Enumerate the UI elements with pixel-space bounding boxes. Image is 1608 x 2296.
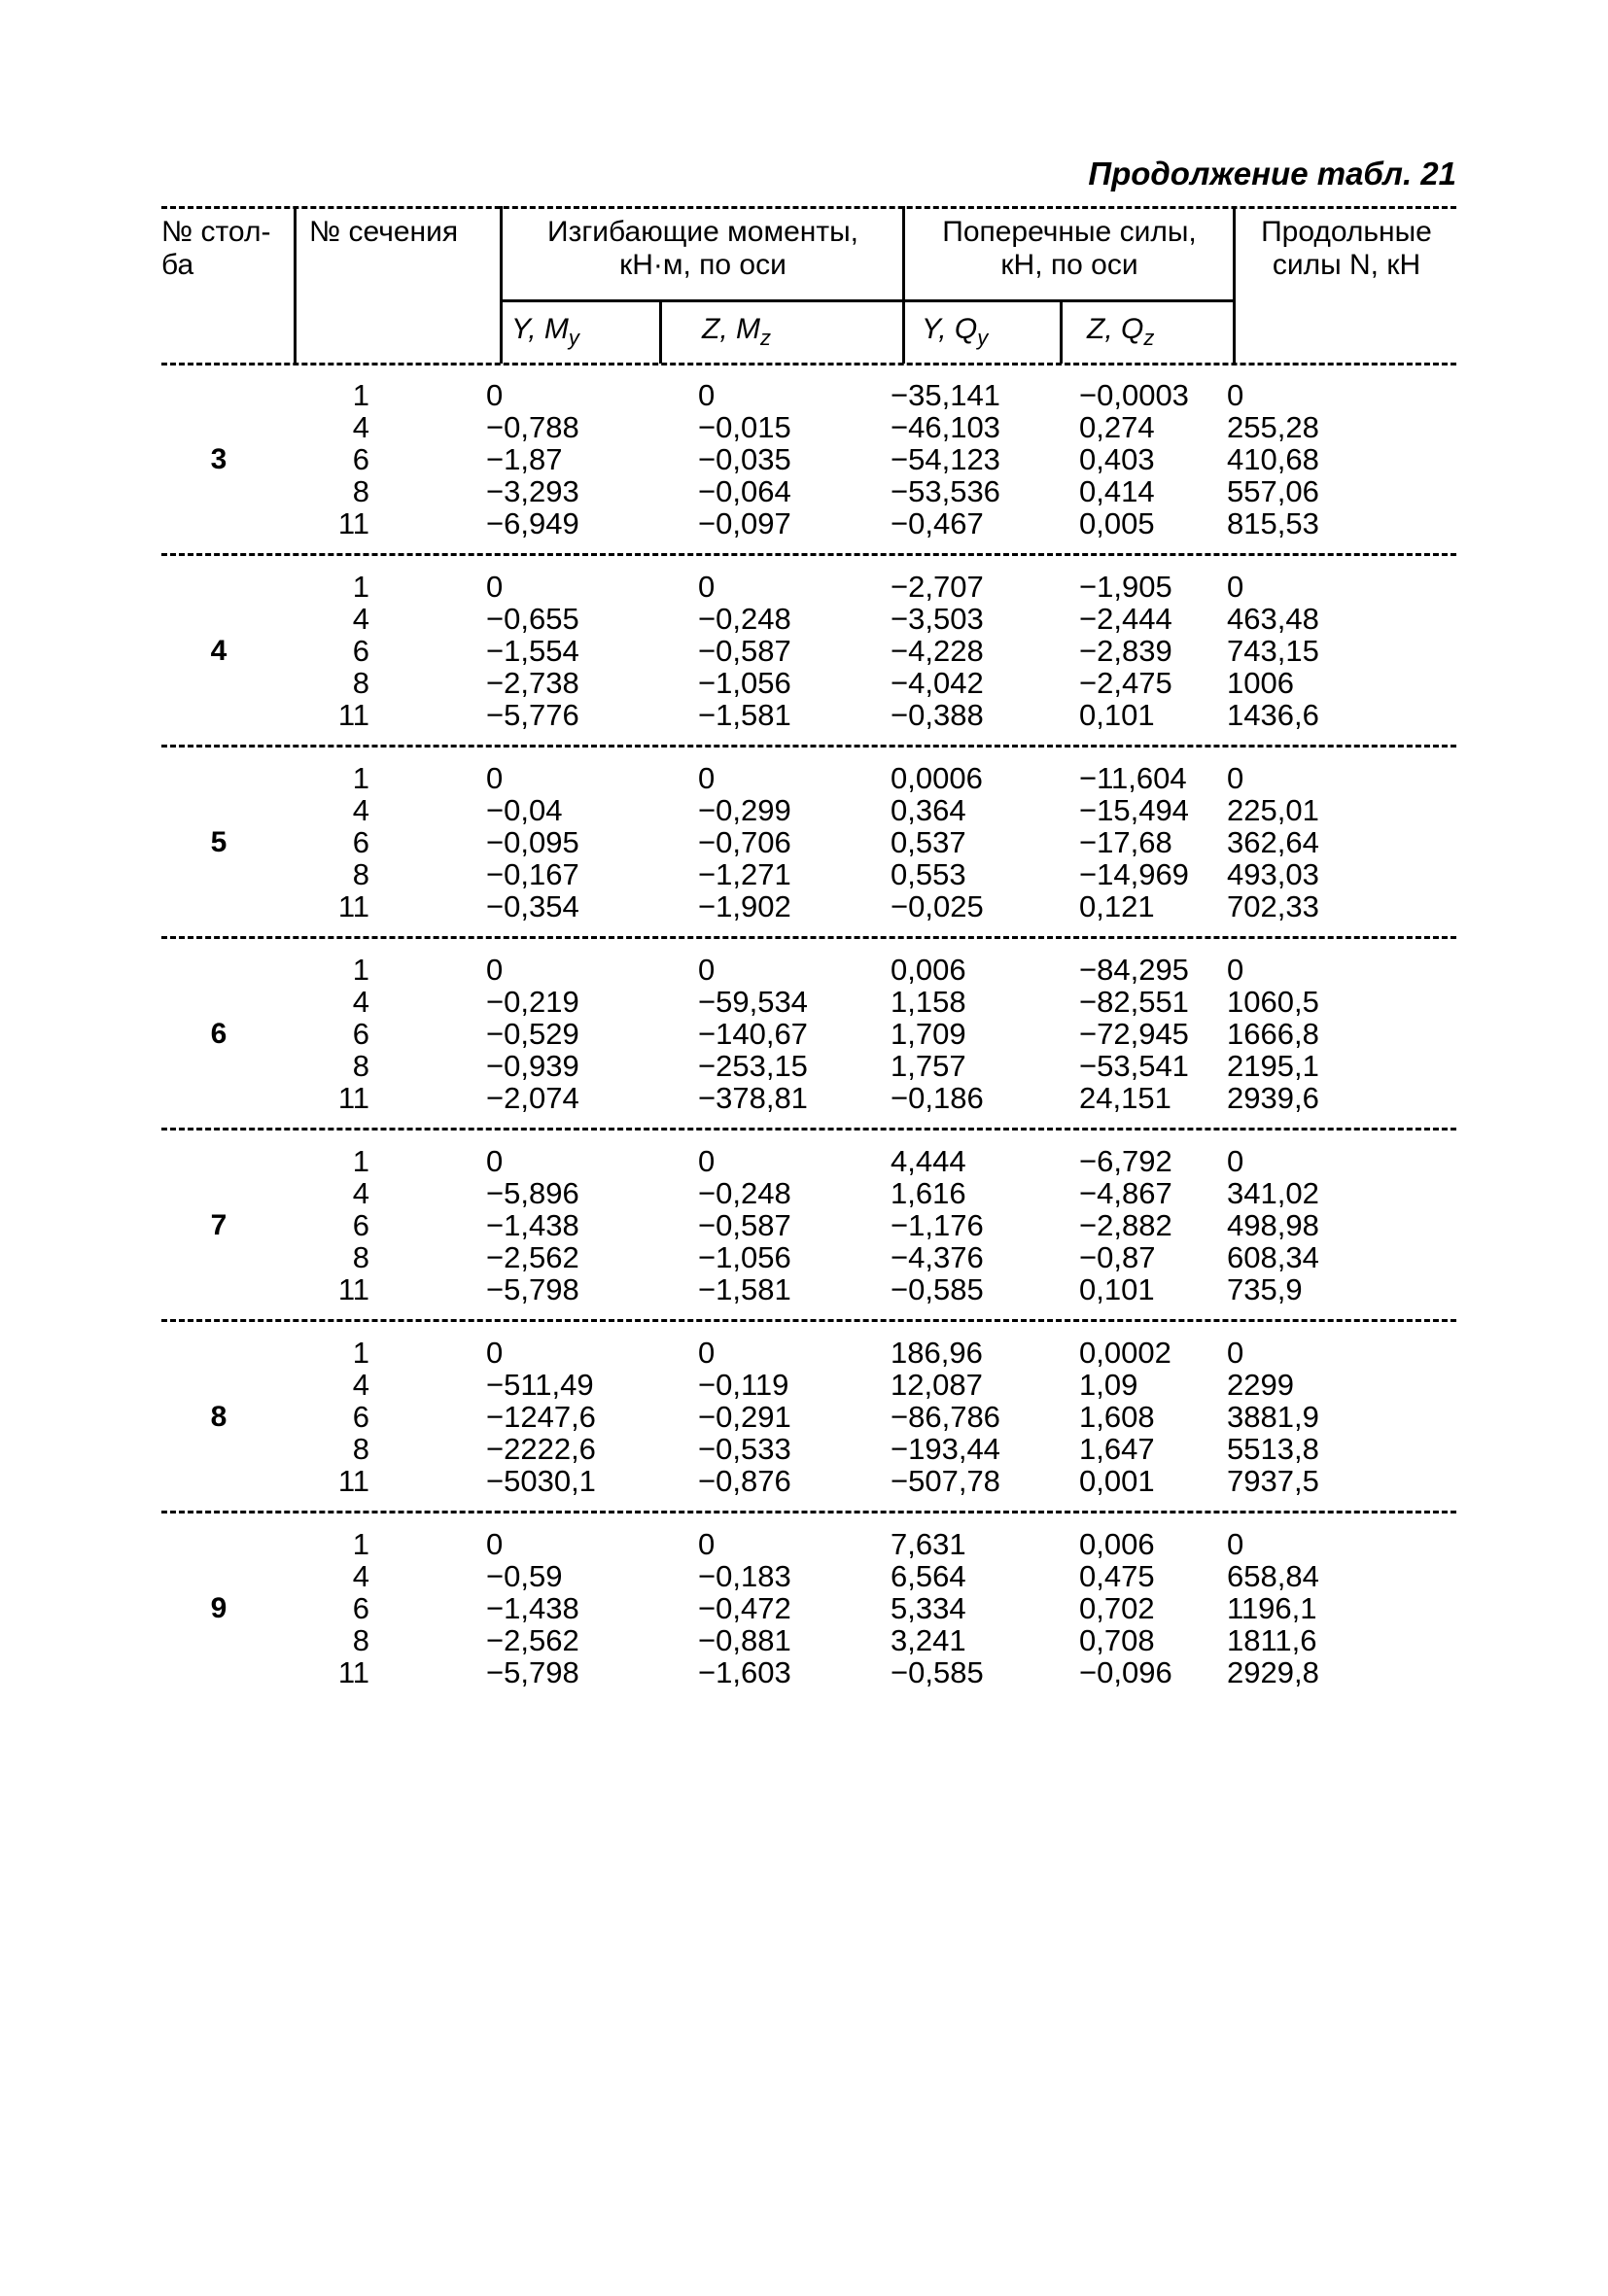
shear-z-cell: 24,151 — [1079, 1081, 1171, 1115]
pillar-number: 4 — [210, 635, 227, 667]
shear-z-cell: −2,882 — [1079, 1208, 1172, 1242]
header-divider — [500, 206, 503, 364]
moment-y-cell: 0 — [486, 1527, 504, 1561]
table-row — [0, 603, 1608, 635]
header-shear-forces: Поперечные силы, кН, по оси — [942, 216, 1197, 281]
table-row — [0, 762, 1608, 794]
section-number-cell: 1 — [352, 378, 369, 412]
axial-force-cell: 1060,5 — [1227, 985, 1319, 1019]
axial-force-cell: 1006 — [1227, 666, 1294, 700]
table-row — [0, 379, 1608, 411]
table-row — [0, 890, 1608, 922]
moment-z-cell: −0,097 — [698, 506, 791, 540]
section-number-cell: 6 — [352, 1017, 369, 1051]
shear-z-cell: 0,475 — [1079, 1559, 1155, 1593]
axial-force-cell: 0 — [1227, 1144, 1244, 1178]
shear-y-cell: 6,564 — [891, 1559, 966, 1593]
group-separator — [161, 1128, 1456, 1131]
axial-force-cell: 0 — [1227, 570, 1244, 604]
shear-y-cell: −86,786 — [891, 1400, 1000, 1434]
shear-y-cell: −4,376 — [891, 1240, 984, 1274]
table-row — [0, 667, 1608, 699]
moment-z-cell: 0 — [698, 378, 716, 412]
section-number-cell: 6 — [352, 825, 369, 859]
moment-z-cell: −0,299 — [698, 793, 791, 827]
shear-y-cell: −54,123 — [891, 442, 1000, 476]
shear-y-cell: −46,103 — [891, 410, 1000, 444]
axial-force-cell: 743,15 — [1227, 634, 1319, 668]
table-row — [0, 1592, 1608, 1624]
table-row — [0, 794, 1608, 826]
section-number-cell: 1 — [352, 1527, 369, 1561]
table-row — [0, 1465, 1608, 1497]
moment-z-cell: −0,533 — [698, 1432, 791, 1466]
axial-force-cell: 557,06 — [1227, 474, 1319, 508]
shear-z-cell: −0,0003 — [1079, 378, 1189, 412]
moment-z-cell: −0,064 — [698, 474, 791, 508]
shear-z-cell: 0,414 — [1079, 474, 1155, 508]
moment-y-cell: −0,095 — [486, 825, 579, 859]
shear-y-cell: 0,364 — [891, 793, 966, 827]
section-number-cell: 4 — [352, 410, 369, 444]
moment-y-cell: −0,939 — [486, 1049, 579, 1083]
shear-z-cell: −2,839 — [1079, 634, 1172, 668]
header-divider — [294, 206, 297, 364]
moment-z-cell: 0 — [698, 1336, 716, 1370]
table-row — [0, 1241, 1608, 1273]
table-row — [0, 475, 1608, 507]
section-number-cell: 8 — [352, 666, 369, 700]
table-row — [0, 826, 1608, 858]
moment-y-cell: 0 — [486, 1144, 504, 1178]
group-separator — [161, 553, 1456, 556]
shear-y-cell: 12,087 — [891, 1368, 983, 1402]
header-top-rule — [161, 206, 1456, 209]
moment-z-cell: −253,15 — [698, 1049, 808, 1083]
moment-z-cell: −0,881 — [698, 1623, 791, 1657]
section-number-cell: 4 — [352, 1368, 369, 1402]
shear-y-cell: 1,616 — [891, 1176, 966, 1210]
section-number-cell: 6 — [352, 1400, 369, 1434]
shear-z-cell: −53,541 — [1079, 1049, 1189, 1083]
pillar-number: 9 — [210, 1592, 227, 1624]
header-divider — [659, 299, 662, 364]
shear-y-cell: −507,78 — [891, 1464, 1000, 1498]
subheader-rule — [500, 299, 902, 302]
axial-force-cell: 702,33 — [1227, 889, 1319, 923]
header-bottom-rule — [161, 363, 1456, 365]
section-number-cell: 11 — [337, 1081, 369, 1115]
axial-force-cell: 815,53 — [1227, 506, 1319, 540]
shear-z-cell: −14,969 — [1079, 857, 1189, 891]
shear-y-cell: 0,006 — [891, 953, 966, 987]
section-number-cell: 11 — [337, 506, 369, 540]
section-number-cell: 1 — [352, 570, 369, 604]
moment-z-cell: −0,587 — [698, 634, 791, 668]
axial-force-cell: 0 — [1227, 761, 1244, 795]
moment-y-cell: −2,738 — [486, 666, 579, 700]
moment-y-cell: −1,554 — [486, 634, 579, 668]
shear-y-cell: −35,141 — [891, 378, 1000, 412]
pillar-number: 8 — [210, 1401, 227, 1433]
shear-y-cell: 0,0006 — [891, 761, 983, 795]
moment-y-cell: −0,167 — [486, 857, 579, 891]
shear-z-cell: −72,945 — [1079, 1017, 1189, 1051]
axial-force-cell: 2299 — [1227, 1368, 1294, 1402]
section-number-cell: 4 — [352, 1176, 369, 1210]
moment-y-cell: −0,59 — [486, 1559, 563, 1593]
section-number-cell: 6 — [352, 442, 369, 476]
shear-z-cell: 1,647 — [1079, 1432, 1155, 1466]
section-number-cell: 8 — [352, 474, 369, 508]
shear-z-cell: 0,0002 — [1079, 1336, 1171, 1370]
table-row — [0, 1656, 1608, 1688]
moment-z-cell: −0,291 — [698, 1400, 791, 1434]
moment-z-cell: 0 — [698, 570, 716, 604]
moment-y-cell: 0 — [486, 378, 504, 412]
table-row — [0, 1050, 1608, 1082]
axial-force-cell: 658,84 — [1227, 1559, 1319, 1593]
shear-z-cell: −84,295 — [1079, 953, 1189, 987]
moment-y-cell: 0 — [486, 570, 504, 604]
axial-force-cell: 225,01 — [1227, 793, 1319, 827]
moment-y-cell: −0,04 — [486, 793, 563, 827]
moment-z-cell: −0,587 — [698, 1208, 791, 1242]
table-row — [0, 1209, 1608, 1241]
section-number-cell: 11 — [337, 1272, 369, 1306]
shear-z-cell: −15,494 — [1079, 793, 1189, 827]
shear-y-cell: −4,228 — [891, 634, 984, 668]
shear-y-cell: 1,709 — [891, 1017, 966, 1051]
shear-y-cell: 3,241 — [891, 1623, 966, 1657]
table-row — [0, 1337, 1608, 1369]
moment-y-cell: 0 — [486, 761, 504, 795]
header-axial-forces: Продольные силы N, кН — [1261, 216, 1432, 281]
moment-y-cell: −2,074 — [486, 1081, 579, 1115]
header-mz: Z, $M_z$ — [702, 313, 771, 350]
shear-z-cell: 0,101 — [1079, 1272, 1155, 1306]
moment-y-cell: −0,354 — [486, 889, 579, 923]
moment-y-cell: −0,655 — [486, 602, 579, 636]
axial-force-cell: 1811,6 — [1227, 1623, 1317, 1657]
header-qz: Z, $Q_z$ — [1087, 313, 1155, 350]
moment-y-cell: −5030,1 — [486, 1464, 596, 1498]
section-number-cell: 8 — [352, 1623, 369, 1657]
shear-z-cell: −6,792 — [1079, 1144, 1172, 1178]
axial-force-cell: 362,64 — [1227, 825, 1319, 859]
section-number-cell: 8 — [352, 1432, 369, 1466]
shear-z-cell: −0,096 — [1079, 1655, 1172, 1689]
header-section-number: № сечения — [309, 216, 459, 248]
shear-y-cell: 7,631 — [891, 1527, 966, 1561]
moment-z-cell: −0,248 — [698, 602, 791, 636]
pillar-number: 7 — [210, 1209, 227, 1241]
axial-force-cell: 3881,9 — [1227, 1400, 1319, 1434]
axial-force-cell: 1196,1 — [1227, 1591, 1317, 1625]
shear-y-cell: −0,025 — [891, 889, 984, 923]
section-number-cell: 11 — [337, 698, 369, 732]
moment-y-cell: −5,798 — [486, 1655, 579, 1689]
moment-z-cell: −378,81 — [698, 1081, 808, 1115]
shear-y-cell: −193,44 — [891, 1432, 1000, 1466]
group-separator — [161, 1319, 1456, 1322]
moment-y-cell: −6,949 — [486, 506, 579, 540]
group-separator — [161, 745, 1456, 748]
shear-z-cell: 0,006 — [1079, 1527, 1155, 1561]
moment-y-cell: −511,49 — [486, 1368, 594, 1402]
moment-y-cell: −1,87 — [486, 442, 563, 476]
shear-y-cell: 0,537 — [891, 825, 966, 859]
axial-force-cell: 341,02 — [1227, 1176, 1319, 1210]
shear-y-cell: 5,334 — [891, 1591, 966, 1625]
section-number-cell: 11 — [337, 1655, 369, 1689]
moment-y-cell: −5,776 — [486, 698, 579, 732]
table-row — [0, 411, 1608, 443]
moment-z-cell: −1,581 — [698, 1272, 791, 1306]
moment-y-cell: −2,562 — [486, 1623, 579, 1657]
shear-z-cell: 0,101 — [1079, 698, 1155, 732]
shear-y-cell: 0,553 — [891, 857, 966, 891]
moment-z-cell: −0,706 — [698, 825, 791, 859]
shear-y-cell: 4,444 — [891, 1144, 966, 1178]
shear-z-cell: 1,09 — [1079, 1368, 1138, 1402]
moment-y-cell: −1,438 — [486, 1208, 579, 1242]
header-bending-moments: Изгибающие моменты, кН·м, по оси — [547, 216, 858, 281]
shear-y-cell: −53,536 — [891, 474, 1000, 508]
section-number-cell: 11 — [337, 889, 369, 923]
group-separator — [161, 1511, 1456, 1513]
axial-force-cell: 2939,6 — [1227, 1081, 1319, 1115]
shear-y-cell: −0,467 — [891, 506, 984, 540]
axial-force-cell: 1436,6 — [1227, 698, 1319, 732]
shear-z-cell: −4,867 — [1079, 1176, 1172, 1210]
shear-y-cell: −3,503 — [891, 602, 984, 636]
section-number-cell: 11 — [337, 1464, 369, 1498]
shear-y-cell: −0,388 — [891, 698, 984, 732]
moment-z-cell: −140,67 — [698, 1017, 808, 1051]
header-pillar-number: № стол- ба — [161, 216, 271, 281]
table-row — [0, 1624, 1608, 1656]
header-divider — [902, 206, 905, 364]
section-number-cell: 4 — [352, 793, 369, 827]
section-number-cell: 1 — [352, 953, 369, 987]
moment-z-cell: −1,902 — [698, 889, 791, 923]
moment-y-cell: −3,293 — [486, 474, 579, 508]
table-row — [0, 1528, 1608, 1560]
section-number-cell: 4 — [352, 602, 369, 636]
shear-y-cell: 1,757 — [891, 1049, 966, 1083]
section-number-cell: 4 — [352, 985, 369, 1019]
shear-z-cell: 0,702 — [1079, 1591, 1155, 1625]
table-row — [0, 507, 1608, 539]
section-number-cell: 6 — [352, 634, 369, 668]
table-row — [0, 699, 1608, 731]
section-number-cell: 8 — [352, 1240, 369, 1274]
shear-y-cell: −1,176 — [891, 1208, 984, 1242]
shear-y-cell: −2,707 — [891, 570, 984, 604]
section-number-cell: 4 — [352, 1559, 369, 1593]
shear-y-cell: −0,585 — [891, 1272, 984, 1306]
axial-force-cell: 410,68 — [1227, 442, 1319, 476]
table-row — [0, 635, 1608, 667]
axial-force-cell: 255,28 — [1227, 410, 1319, 444]
table-row — [0, 1433, 1608, 1465]
axial-force-cell: 0 — [1227, 953, 1244, 987]
section-number-cell: 1 — [352, 1144, 369, 1178]
section-number-cell: 1 — [352, 1336, 369, 1370]
table-row — [0, 1273, 1608, 1305]
moment-z-cell: −0,876 — [698, 1464, 791, 1498]
table-row — [0, 1018, 1608, 1050]
axial-force-cell: 0 — [1227, 1336, 1244, 1370]
table-row — [0, 1560, 1608, 1592]
axial-force-cell: 0 — [1227, 1527, 1244, 1561]
shear-z-cell: 0,005 — [1079, 506, 1155, 540]
shear-z-cell: 0,708 — [1079, 1623, 1155, 1657]
axial-force-cell: 2195,1 — [1227, 1049, 1319, 1083]
shear-z-cell: 1,608 — [1079, 1400, 1155, 1434]
moment-y-cell: 0 — [486, 1336, 504, 1370]
axial-force-cell: 0 — [1227, 378, 1244, 412]
shear-y-cell: −0,585 — [891, 1655, 984, 1689]
header-qy: Y, $Q_y$ — [922, 313, 989, 350]
moment-y-cell: −0,788 — [486, 410, 579, 444]
moment-z-cell: −0,248 — [698, 1176, 791, 1210]
shear-z-cell: −17,68 — [1079, 825, 1172, 859]
axial-force-cell: 7937,5 — [1227, 1464, 1319, 1498]
moment-z-cell: −0,183 — [698, 1559, 791, 1593]
axial-force-cell: 735,9 — [1227, 1272, 1303, 1306]
moment-z-cell: −1,056 — [698, 1240, 791, 1274]
moment-z-cell: 0 — [698, 953, 716, 987]
table-row — [0, 1177, 1608, 1209]
moment-y-cell: −1,438 — [486, 1591, 579, 1625]
section-number-cell: 8 — [352, 857, 369, 891]
moment-z-cell: −1,603 — [698, 1655, 791, 1689]
moment-z-cell: −1,056 — [698, 666, 791, 700]
shear-z-cell: −2,475 — [1079, 666, 1172, 700]
pillar-number: 6 — [210, 1018, 227, 1050]
subheader-rule — [902, 299, 1233, 302]
moment-y-cell: −2222,6 — [486, 1432, 596, 1466]
table-row — [0, 1082, 1608, 1114]
header-divider — [1233, 206, 1236, 364]
shear-z-cell: 0,274 — [1079, 410, 1155, 444]
table-row — [0, 1369, 1608, 1401]
shear-y-cell: 186,96 — [891, 1336, 983, 1370]
moment-y-cell: −0,529 — [486, 1017, 579, 1051]
pillar-number: 5 — [210, 826, 227, 858]
moment-z-cell: 0 — [698, 1527, 716, 1561]
moment-z-cell: −59,534 — [698, 985, 808, 1019]
moment-y-cell: −0,219 — [486, 985, 579, 1019]
table-row — [0, 571, 1608, 603]
moment-y-cell: −5,798 — [486, 1272, 579, 1306]
shear-z-cell: −2,444 — [1079, 602, 1172, 636]
shear-z-cell: −0,87 — [1079, 1240, 1156, 1274]
moment-z-cell: 0 — [698, 1144, 716, 1178]
moment-y-cell: −2,562 — [486, 1240, 579, 1274]
moment-z-cell: −1,581 — [698, 698, 791, 732]
section-number-cell: 8 — [352, 1049, 369, 1083]
shear-z-cell: 0,001 — [1079, 1464, 1155, 1498]
moment-z-cell: −0,472 — [698, 1591, 791, 1625]
moment-y-cell: −1247,6 — [486, 1400, 596, 1434]
moment-z-cell: −0,035 — [698, 442, 791, 476]
axial-force-cell: 608,34 — [1227, 1240, 1319, 1274]
page-title: Продолжение табл. 21 — [1088, 156, 1456, 191]
pillar-number: 3 — [210, 443, 227, 475]
moment-z-cell: −0,119 — [698, 1368, 789, 1402]
moment-y-cell: 0 — [486, 953, 504, 987]
shear-z-cell: −11,604 — [1079, 761, 1187, 795]
axial-force-cell: 463,48 — [1227, 602, 1319, 636]
table-row — [0, 858, 1608, 890]
shear-y-cell: −4,042 — [891, 666, 984, 700]
moment-z-cell: 0 — [698, 761, 716, 795]
table-row — [0, 1145, 1608, 1177]
axial-force-cell: 493,03 — [1227, 857, 1319, 891]
table-row — [0, 1401, 1608, 1433]
moment-z-cell: −0,015 — [698, 410, 791, 444]
group-separator — [161, 936, 1456, 939]
section-number-cell: 1 — [352, 761, 369, 795]
table-row — [0, 443, 1608, 475]
shear-z-cell: 0,403 — [1079, 442, 1155, 476]
shear-y-cell: −0,186 — [891, 1081, 984, 1115]
section-number-cell: 6 — [352, 1208, 369, 1242]
axial-force-cell: 1666,8 — [1227, 1017, 1319, 1051]
axial-force-cell: 5513,8 — [1227, 1432, 1319, 1466]
header-divider — [1060, 299, 1063, 364]
moment-z-cell: −1,271 — [698, 857, 791, 891]
axial-force-cell: 2929,8 — [1227, 1655, 1319, 1689]
table-row — [0, 986, 1608, 1018]
section-number-cell: 6 — [352, 1591, 369, 1625]
shear-y-cell: 1,158 — [891, 985, 966, 1019]
axial-force-cell: 498,98 — [1227, 1208, 1319, 1242]
shear-z-cell: −82,551 — [1079, 985, 1189, 1019]
table-row — [0, 954, 1608, 986]
moment-y-cell: −5,896 — [486, 1176, 579, 1210]
header-my: Y, $M_y$ — [511, 313, 579, 350]
shear-z-cell: −1,905 — [1079, 570, 1172, 604]
shear-z-cell: 0,121 — [1079, 889, 1155, 923]
